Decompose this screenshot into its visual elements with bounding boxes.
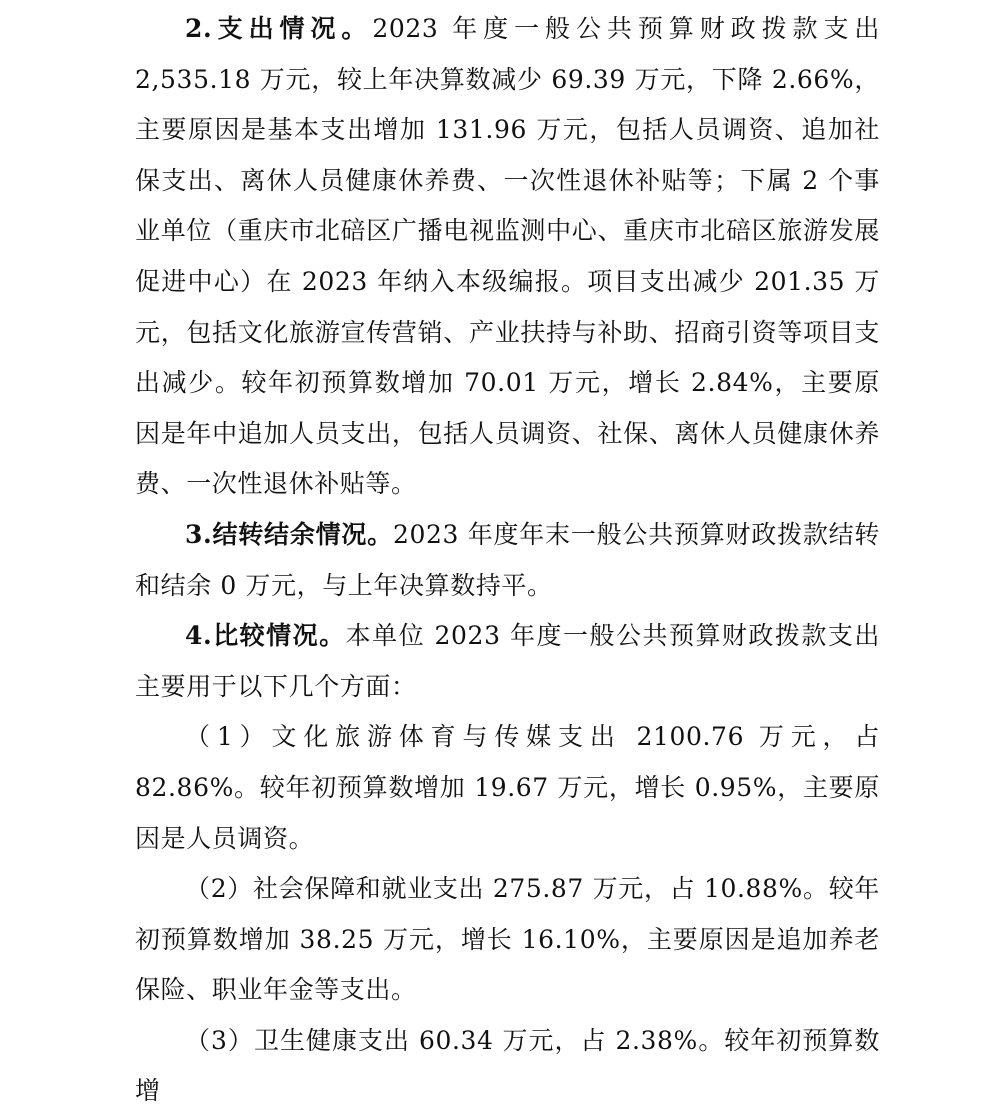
section-heading-comparison: 4.比较情况。 bbox=[185, 621, 346, 651]
list-item-culture-tourism bbox=[135, 712, 880, 864]
document-body bbox=[135, 4, 880, 1117]
paragraph-text: （3）卫生健康支出 60.34 万元，占 2.38%。较年初预算数增 bbox=[135, 1025, 880, 1106]
paragraph-text: 2023 年度一般公共预算财政拨款支出 2,535.18 万元，较上年决算数减少 69.39 万元，下降 2.66%，主要原因是基本支出增加 131.96 万元，包括人员调资、追加社保支出、离休人员健康休养费、一次性退休补贴等；下属 2 个事业单位（重庆市北碚区广播电视监测中心、重庆市北碚区旅游发展促进中心）在 2023 年纳入本级编报。项目支出减少 201.35 万元，包括文化旅游宣传营销、产业扶持与补助、招商引资等项目支出减少。较年初预算数增加 70.01 万元，增长 2.84%，主要原因是年中追加人员支出，包括人员调资、社保、离休人员健康休养费、一次性退休补贴等。 bbox=[135, 14, 880, 499]
paragraph-text: （1）文化旅游体育与传媒支出 2100.76 万元，占 82.86%。较年初预算数增加 19.67 万元，增长 0.95%，主要原因是人员调资。 bbox=[135, 722, 880, 853]
list-item-social-security bbox=[135, 864, 880, 1016]
paragraph-text: 2023 年度年末一般公共预算财政拨款结转和结余 0 万元，与上年决算数持平。 bbox=[135, 519, 881, 600]
section-heading-carryover: 3.结转结余情况。 bbox=[185, 519, 393, 549]
paragraph-expenditure bbox=[135, 4, 880, 510]
paragraph-text: （2）社会保障和就业支出 275.87 万元，占 10.88%。较年初预算数增加 38.25 万元，增长 16.10%，主要原因是追加养老保险、职业年金等支出。 bbox=[135, 874, 880, 1005]
paragraph-carryover bbox=[135, 510, 880, 611]
section-heading-expenditure: 2.支出情况。 bbox=[185, 14, 373, 43]
list-item-health bbox=[135, 1016, 880, 1117]
paragraph-comparison bbox=[135, 611, 880, 712]
paragraph-text: 本单位 2023 年度一般公共预算财政拨款支出主要用于以下几个方面： bbox=[135, 621, 880, 701]
